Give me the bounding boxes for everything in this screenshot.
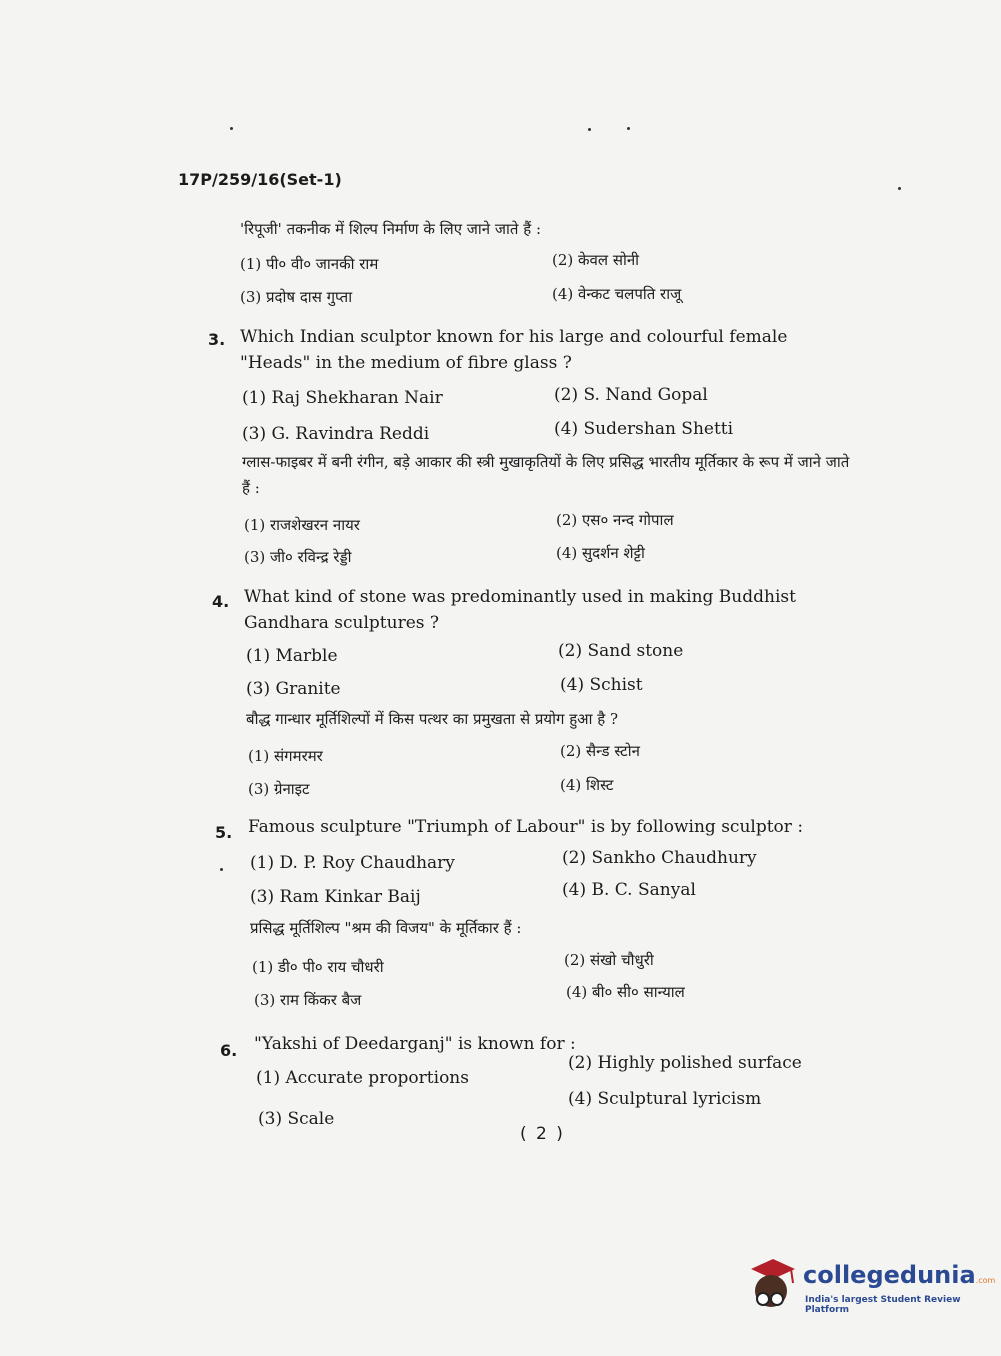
q3-number: 3. (208, 330, 226, 349)
q3-option-3: (3) G. Ravindra Reddi (242, 424, 430, 444)
q3-hindi-question: ग्लास-फाइबर में बनी रंगीन, बड़े आकार की स्त्री मुखाकृतियों के लिए प्रसिद्ध भारतीय मूर्तिकार के रूप में जाने जाते हैं : (242, 453, 850, 497)
q5-option-3: (3) Ram Kinkar Baij (250, 887, 421, 907)
q6-text: "Yakshi of Deedarganj" is known for : (254, 1034, 576, 1054)
q5-option-2: (2) Sankho Chaudhury (562, 848, 757, 868)
q3-hindi-option-2: (2) एस० नन्द गोपाल (556, 511, 674, 529)
q5-text: Famous sculpture "Triumph of Labour" is by following sculptor : (248, 817, 804, 837)
q2-hindi-option-4: (4) वेन्कट चलपति राजू (552, 285, 682, 303)
page-number: ( 2 ) (520, 1124, 565, 1144)
q5-hindi-option-2: (2) संखो चौधुरी (564, 951, 654, 969)
q4-text: What kind of stone was predominantly used in making Buddhist Gandhara sculptures ? (244, 587, 796, 633)
q3-option-4: (4) Sudershan Shetti (554, 419, 734, 439)
speck (220, 868, 223, 871)
q6-option-3: (3) Scale (258, 1109, 335, 1129)
q2-hindi-option-3: (3) प्रदोष दास गुप्ता (240, 288, 353, 306)
q5-option-1: (1) D. P. Roy Chaudhary (250, 853, 455, 873)
q5-hindi-question: प्रसिद्ध मूर्तिशिल्प "श्रम की विजय" के मूर्तिकार हैं : (250, 919, 522, 937)
speck (898, 187, 901, 190)
q5-hindi-option-3: (3) राम किंकर बैज (254, 991, 362, 1009)
paper-code: 17P/259/16(Set-1) (178, 170, 342, 189)
q3-hindi-option-4: (4) सुदर्शन शेट्टी (556, 544, 645, 562)
q6-number: 6. (220, 1041, 238, 1060)
q4-number: 4. (212, 592, 230, 611)
speck (230, 127, 233, 130)
q6-option-1: (1) Accurate proportions (256, 1068, 469, 1088)
q6-option-4: (4) Sculptural lyricism (568, 1089, 762, 1109)
q4-option-4: (4) Schist (560, 675, 643, 695)
q4-option-1: (1) Marble (246, 646, 338, 666)
q3-hindi-option-3: (3) जी० रविन्द्र रेड्डी (244, 548, 352, 566)
q5-number: 5. (215, 823, 233, 842)
q5-option-4: (4) B. C. Sanyal (562, 880, 696, 900)
speck (627, 127, 630, 130)
q4-hindi-option-1: (1) संगमरमर (248, 747, 323, 765)
collegedunia-logo (745, 1255, 996, 1315)
q4-option-2: (2) Sand stone (558, 641, 684, 661)
speck (588, 128, 591, 131)
logo-name: collegedunia (803, 1261, 976, 1289)
q4-hindi-option-3: (3) ग्रेनाइट (248, 780, 310, 798)
logo-tagline: India's largest Student Review Platform (805, 1295, 961, 1315)
q3-hindi-option-1: (1) राजशेखरन नायर (244, 516, 360, 534)
q2-hindi-option-1: (1) पी० वी० जानकी राम (240, 255, 379, 273)
q4-hindi-question: बौद्ध गान्धार मूर्तिशिल्पों में किस पत्थर का प्रमुखता से प्रयोग हुआ है ? (246, 710, 619, 728)
q2-hindi-question: 'रिपूजी' तकनीक में शिल्प निर्माण के लिए जाने जाते हैं : (240, 220, 541, 238)
q3-text: Which Indian sculptor known for his large and colourful female "Heads" in the medium of fibre glass ? (240, 327, 788, 373)
q5-hindi-option-4: (4) बी० सी० सान्याल (566, 983, 685, 1001)
q4-hindi-option-2: (2) सैन्ड स्टोन (560, 742, 640, 760)
logo-suffix: .com (975, 1276, 996, 1285)
q4-hindi-option-4: (4) शिस्ट (560, 776, 614, 794)
q5-hindi-option-1: (1) डी० पी० राय चौधरी (252, 958, 384, 976)
q6-option-2: (2) Highly polished surface (568, 1053, 802, 1073)
q4-option-3: (3) Granite (246, 679, 341, 699)
mascot-icon (745, 1255, 801, 1315)
q3-option-2: (2) S. Nand Gopal (554, 385, 708, 405)
q2-hindi-option-2: (2) केवल सोनी (552, 251, 640, 269)
q3-option-1: (1) Raj Shekharan Nair (242, 388, 443, 408)
